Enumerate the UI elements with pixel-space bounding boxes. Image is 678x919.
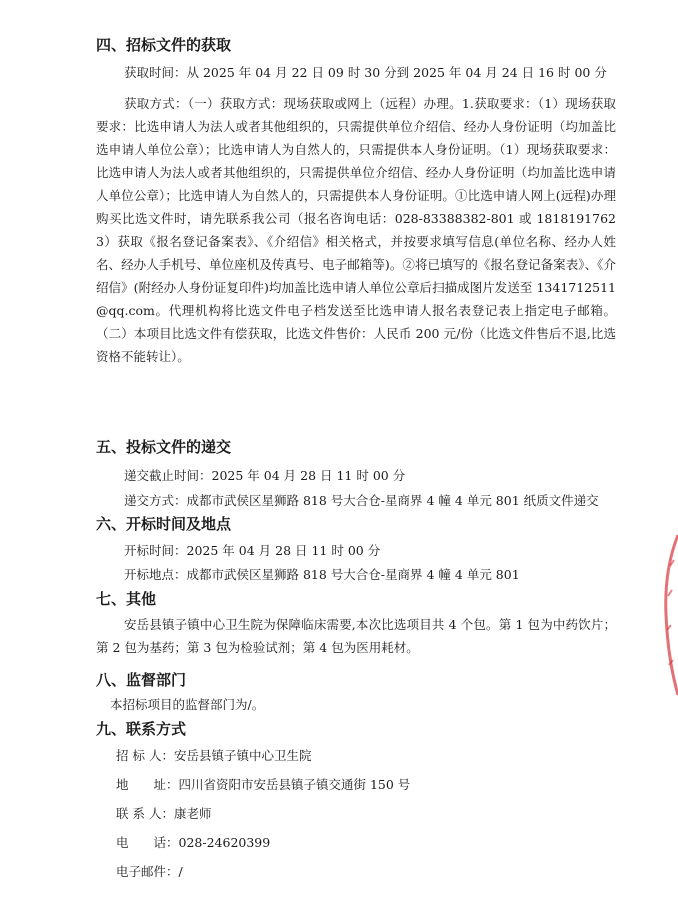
opening-place: 开标地点：成都市武侯区星狮路 818 号大合仓-星商界 4 幢 4 单元 801 — [124, 567, 520, 582]
contact-address: 地 址：四川省资阳市安岳县镇子镇交通街 150 号 — [116, 777, 411, 792]
seal-stamp-fragment — [658, 530, 678, 700]
section-heading-8: 八、监督部门 — [96, 671, 187, 689]
contact-tenderer: 招 标 人：安岳县镇子镇中心卫生院 — [116, 748, 312, 763]
acquire-method: 获取方式：（一）获取方式：现场获取或网上（远程）办理。1.获取要求：（1）现场获取要求：比选申请人为法人或者其他组织的，只需提供单位介绍信、经办人身份证明（均加盖比选申请人单位公章）；比选申请人为自然人的，只需提供本人身份证明。（1）现场获取要求：比选申请人为法人或者其他组织的，只需提供单位介绍信、经办人身份证明（均加盖比选申请人单位公章）；比选申请人为自然人的，只需提供本人身份证明。①比选申请人网上(远程)办理购买比选文件时，请先联系我公司（报名咨询电话：028-83388382-801 或 18181917623）获取《报名登记备案表》、《介绍信》相关格式，并按要求填写信息(单位名称、经办人姓名、经办人手机号、单位座机及传真号、电子邮箱等)。②将已填写的《报名登记备案表》、《介绍信》(附经办人身份证复印件)均加盖比选申请人单位公章后扫描成图片发送至 1341712511@qq.com。代理机构将比选文件电子档发送至比选申请人报名表登记表上指定电子邮箱。（二）本项目比选文件有偿获取，比选文件售价：人民币 200 元/份（比选文件售后不退,比选资格不能转让）。 — [96, 96, 616, 364]
contact-phone: 电 话：028-24620399 — [116, 835, 271, 850]
opening-time: 开标时间：2025 年 04 月 28 日 11 时 00 分 — [124, 543, 381, 558]
section-heading-7: 七、其他 — [96, 590, 157, 608]
acquire-time: 获取时间：从 2025 年 04 月 22 日 09 时 30 分到 2025 年 04 月 24 日 16 时 00 分 — [124, 65, 607, 80]
section-heading-5: 五、投标文件的递交 — [96, 438, 232, 456]
section-heading-9: 九、联系方式 — [96, 720, 187, 738]
supervision-text: 本招标项目的监督部门为/。 — [110, 697, 265, 712]
submit-method: 递交方式：成都市武侯区星狮路 818 号大合仓-星商界 4 幢 4 单元 801 纸质文件递交 — [124, 493, 599, 508]
submit-deadline: 递交截止时间：2025 年 04 月 28 日 11 时 00 分 — [124, 468, 406, 483]
contact-person: 联 系 人：康老师 — [116, 806, 212, 821]
section-heading-6: 六、开标时间及地点 — [96, 515, 232, 533]
contact-email: 电子邮件：/ — [116, 864, 183, 879]
other-text: 安岳县镇子镇中心卫生院为保障临床需要,本次比选项目共 4 个包。第 1 包为中药饮片；第 2 包为基药；第 3 包为检验试剂；第 4 包为医用耗材。 — [96, 617, 616, 655]
section-heading-4: 四、招标文件的获取 — [96, 36, 232, 54]
